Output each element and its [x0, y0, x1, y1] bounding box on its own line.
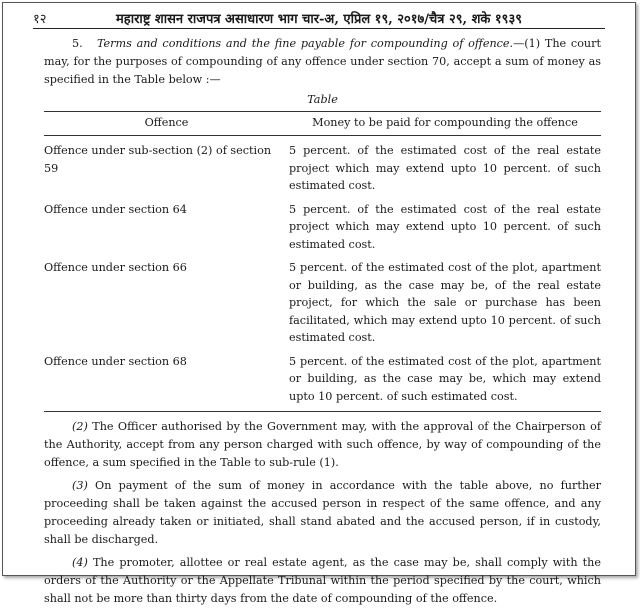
section-5-paragraph — [44, 35, 601, 89]
table-caption: Table — [307, 93, 338, 106]
gazette-title: महाराष्ट्र शासन राजपत्र असाधारण भाग चार-अ, एप्रिल १९, २०१७/चैत्र २९, शके १९३९ — [116, 12, 522, 27]
table-header-row — [44, 112, 601, 136]
document-page — [2, 2, 636, 605]
sub-rule-text: The promoter, allottee or real estate agent, as the case may be, shall comply with the orders of the Authority or the Appellate Tribunal within the period specified by the court, which shall not be more than thirty days from the date of compounding of the offence. — [44, 556, 601, 605]
sub-rule-3-paragraph — [44, 477, 601, 549]
table-row — [44, 136, 601, 195]
page-header — [33, 6, 605, 29]
page-number: १२ — [33, 12, 47, 27]
section-number: 5. — [72, 37, 83, 50]
document-body — [44, 35, 601, 608]
column-header-money: Money to be paid for compounding the offence — [289, 112, 601, 136]
section-heading: Terms and conditions and the fine payable for compounding of offence. — [96, 37, 514, 50]
offence-cell: Offence under section 68 — [44, 354, 187, 368]
sub-rule-number: (3) — [72, 479, 88, 492]
money-cell: 5 percent. of the estimated cost of the plot, apartment or building, as the case may be, of the real estate project, for which the sale or purchase has been facilitated, which may extend upto 10 percent. of such estimated cost. — [289, 261, 601, 344]
sub-rule-number: (4) — [72, 556, 88, 569]
compounding-table — [44, 111, 601, 412]
table-row — [44, 253, 601, 347]
offence-cell: Offence under sub-section (2) of section 59 — [44, 144, 272, 175]
table-row — [44, 347, 601, 412]
section-body: —(1) The court may, for the purposes of compounding of any offence under section 70, accept a sum of money as specified in the Table below :— — [44, 37, 601, 86]
sub-rule-2-paragraph — [44, 418, 601, 472]
money-cell: 5 percent. of the estimated cost of the plot, apartment or building, as the case may be, which may extend upto 10 percent. of such estimated cost. — [289, 354, 601, 403]
sub-rule-text: On payment of the sum of money in accordance with the table above, no further proceeding shall be taken against the accused person in respect of the same offence, and any proceeding already taken or initiated, shall stand abated and the accused person, if in custody, shall be discharged. — [44, 479, 601, 546]
column-header-offence: Offence — [44, 112, 289, 136]
sub-rule-4-paragraph — [44, 554, 601, 608]
table-row — [44, 195, 601, 254]
sub-rule-text: The Officer authorised by the Government may, with the approval of the Chairperson of the Authority, accept from any person charged with such offence, by way of compounding of the offence, a sum specified in the Table to sub-rule (1). — [44, 420, 601, 469]
sub-rule-number: (2) — [72, 420, 88, 433]
offence-cell: Offence under section 64 — [44, 202, 187, 216]
money-cell: 5 percent. of the estimated cost of the real estate project which may extend upto 10 percent. of such estimated cost. — [289, 144, 601, 192]
money-cell: 5 percent. of the estimated cost of the real estate project which may extend upto 10 percent. of such estimated cost. — [289, 202, 601, 251]
offence-cell: Offence under section 66 — [44, 261, 187, 274]
